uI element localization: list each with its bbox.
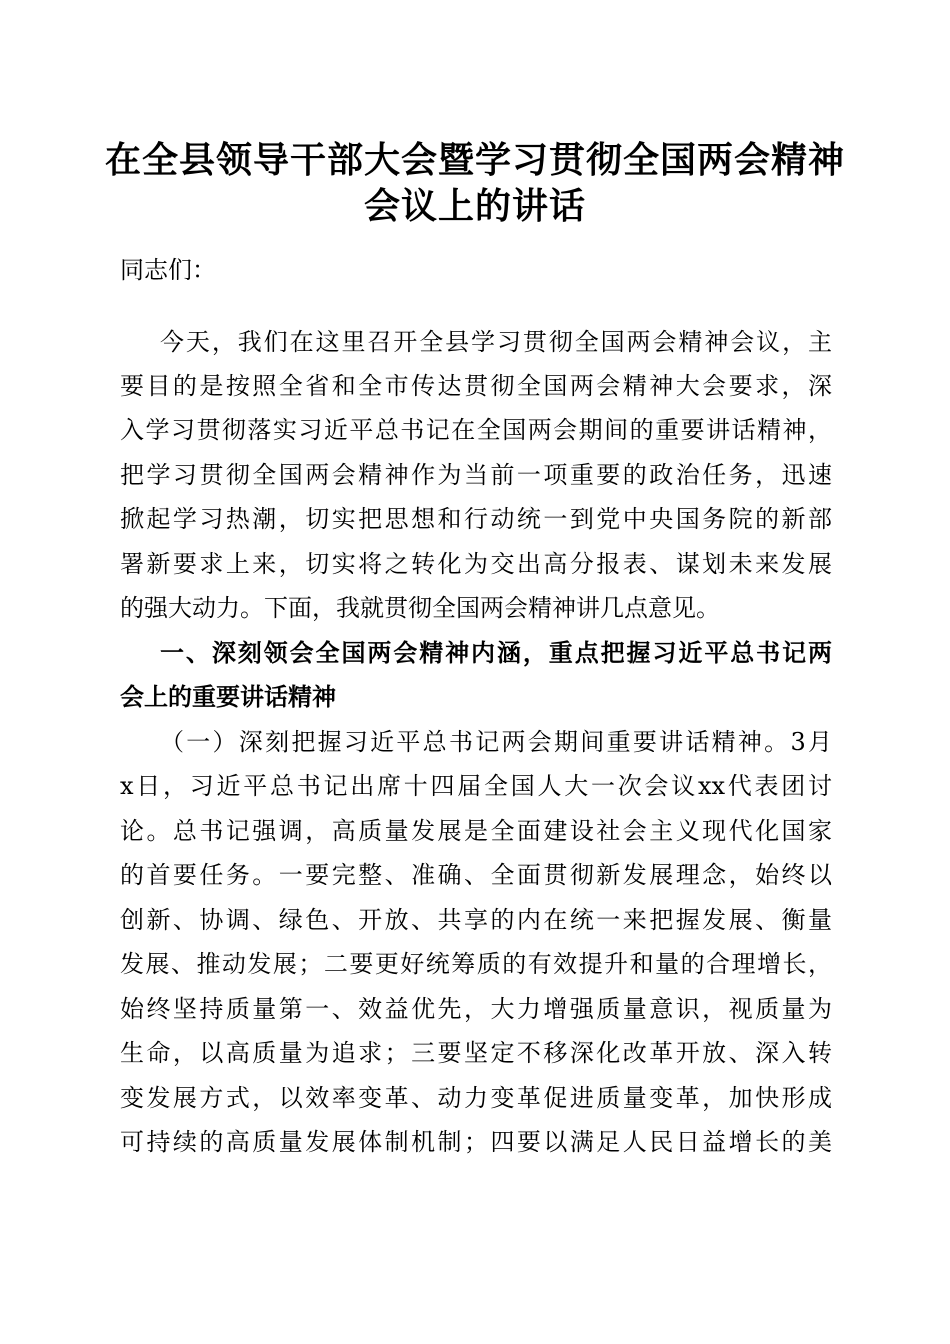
section-heading-line: 一、深刻领会全国两会精神内涵，重点把握习近平总书记两 [160, 639, 832, 667]
paragraph-line: 可持续的高质量发展体制机制；四要以满足人民日益增长的美 [120, 1128, 832, 1156]
document-title-line-2: 会议上的讲话 [363, 185, 586, 227]
paragraph-line: x日，习近平总书记出席十四届全国人大一次会议xx代表团讨 [120, 772, 832, 800]
paragraph-line: 的首要任务。一要完整、准确、全面贯彻新发展理念，始终以 [120, 861, 832, 889]
paragraph-line: 掀起学习热潮，切实把思想和行动统一到党中央国务院的新部 [120, 505, 832, 533]
paragraph-line: 今天，我们在这里召开全县学习贯彻全国两会精神会议，主 [160, 328, 832, 356]
document-title-line-1: 在全县领导干部大会暨学习贯彻全国两会精神 [104, 139, 845, 181]
greeting: 同志们： [120, 256, 216, 284]
paragraph-line: 变发展方式，以效率变革、动力变革促进质量变革，加快形成 [120, 1084, 832, 1112]
paragraph-line: 生命，以高质量为追求；三要坚定不移深化改革开放、深入转 [120, 1039, 832, 1067]
paragraph-line: （一）深刻把握习近平总书记两会期间重要讲话精神。3月 [160, 728, 832, 756]
paragraph-line: 入学习贯彻落实习近平总书记在全国两会期间的重要讲话精神， [120, 416, 832, 444]
paragraph-line: 论。总书记强调，高质量发展是全面建设社会主义现代化国家 [120, 817, 832, 845]
paragraph-line: 始终坚持质量第一、效益优先，大力增强质量意识，视质量为 [120, 995, 832, 1023]
paragraph-line: 创新、协调、绿色、开放、共享的内在统一来把握发展、衡量 [120, 906, 832, 934]
paragraph-line: 把学习贯彻全国两会精神作为当前一项重要的政治任务，迅速 [120, 461, 832, 489]
paragraph-line: 要目的是按照全省和全市传达贯彻全国两会精神大会要求，深 [120, 372, 832, 400]
section-heading-line: 会上的重要讲话精神 [120, 683, 336, 711]
paragraph-line: 发展、推动发展；二要更好统筹质的有效提升和量的合理增长， [120, 950, 832, 978]
paragraph-line: 的强大动力。下面，我就贯彻全国两会精神讲几点意见。 [120, 594, 720, 622]
paragraph-line: 署新要求上来，切实将之转化为交出高分报表、谋划未来发展 [120, 550, 832, 578]
